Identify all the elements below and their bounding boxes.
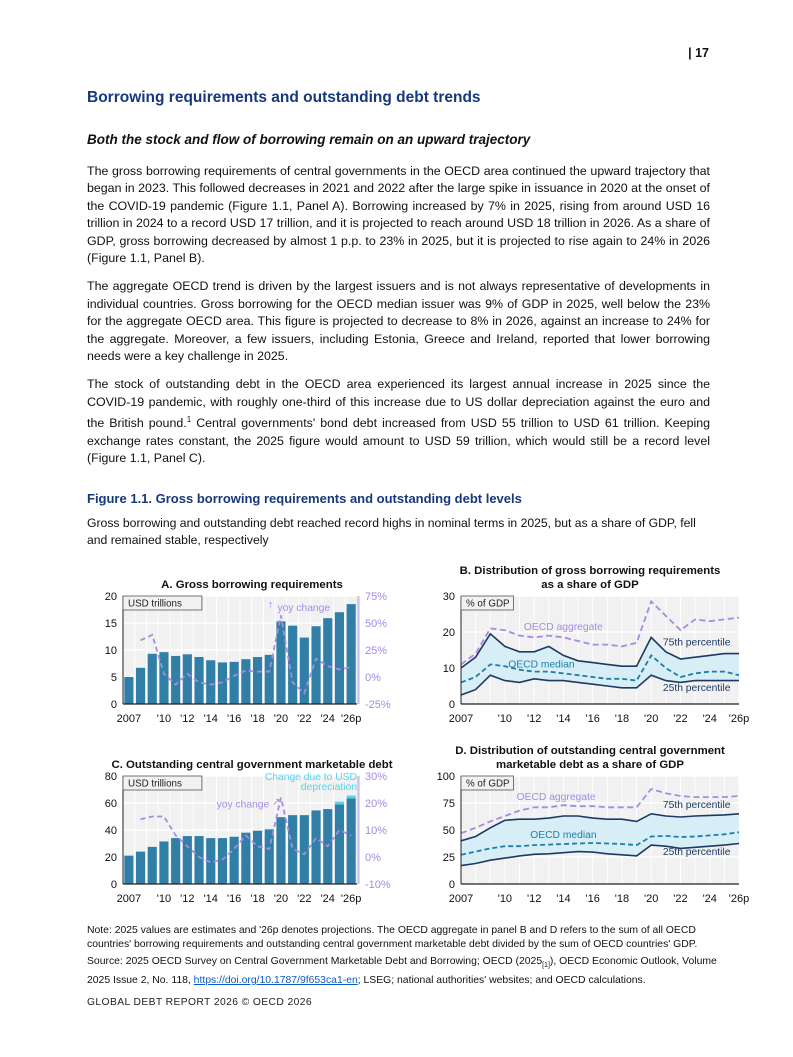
svg-text:'18: '18 — [250, 892, 265, 905]
svg-text:'12: '12 — [526, 712, 542, 725]
svg-text:'26p: '26p — [728, 892, 750, 905]
svg-text:0: 0 — [110, 878, 117, 891]
svg-text:USD trillions: USD trillions — [128, 598, 182, 610]
page-number: | 17 — [688, 46, 709, 60]
svg-text:OECD aggregate: OECD aggregate — [516, 791, 596, 803]
svg-text:30: 30 — [442, 591, 455, 603]
svg-text:'18: '18 — [614, 712, 630, 725]
svg-text:Change due to USD: Change due to USD — [264, 771, 357, 783]
svg-text:'26p: '26p — [728, 712, 750, 725]
figure-grid — [87, 562, 755, 912]
svg-text:'22: '22 — [297, 892, 312, 905]
svg-text:OECD median: OECD median — [530, 829, 597, 841]
section-subheading: Both the stock and flow of borrowing remain on an upward trajectory — [87, 132, 531, 147]
svg-text:75th percentile: 75th percentile — [662, 799, 731, 811]
svg-text:40: 40 — [104, 824, 117, 837]
svg-text:-25%: -25% — [365, 698, 391, 711]
paragraph-3-text-cont: Central governments' bond debt increased from USD 55 trillion to USD 61 trillion. Keeping exchange rates constant, the 2025 figure would amount to USD 59 trillion, which would still be a record level (Figure 1.1, Panel C). — [87, 416, 710, 466]
svg-text:'14: '14 — [556, 892, 571, 905]
panel-d-svg — [425, 772, 755, 912]
svg-text:'10: '10 — [497, 712, 513, 725]
panel-b-title: B. Distribution of gross borrowing requirements as a share of GDP — [459, 564, 721, 591]
svg-text:'20: '20 — [644, 712, 659, 725]
svg-text:'12: '12 — [180, 712, 195, 725]
panel-b-chart — [425, 592, 755, 732]
svg-text:'26p: '26p — [340, 712, 362, 725]
figure-source: Source: 2025 OECD Survey on Central Government Marketable Debt and Borrowing; OECD $(2025_{[1]})$, OECD Economic Outlook, Volume 2025 Issue 2, No. 118, https://doi.org/10.1787/9f653ca1-en; LSEG; national authorities' websites; and OECD calculations. — [87, 956, 717, 986]
svg-text:% of GDP: % of GDP — [466, 778, 510, 790]
panel-c-svg — [87, 772, 417, 912]
svg-text:2007: 2007 — [448, 712, 474, 725]
svg-text:'16: '16 — [226, 712, 242, 725]
paragraph-3-text: The stock of outstanding debt in the OECD area experienced its largest annual increase in 2025 since the COVID-19 pandemic, with roughly one-third of this increase due to US dollar depreciation against the euro and the British pound. — [87, 377, 710, 431]
svg-text:2007: 2007 — [116, 712, 142, 725]
svg-text:75: 75 — [442, 797, 455, 810]
svg-text:depreciation: depreciation — [300, 781, 357, 793]
panel-a-svg — [87, 592, 417, 732]
panel-d-title: D. Distribution of outstanding central government marketable debt as a share of GDP — [455, 744, 725, 771]
svg-text:100: 100 — [436, 771, 455, 783]
citation-subscript: [1] — [542, 962, 550, 970]
page-content — [87, 0, 750, 988]
svg-text:'20: '20 — [644, 892, 659, 905]
svg-text:'18: '18 — [250, 712, 265, 725]
paragraph-3 — [87, 376, 710, 467]
svg-text:25th percentile: 25th percentile — [662, 682, 731, 694]
panel-b-svg — [425, 592, 755, 732]
svg-text:'16: '16 — [585, 712, 600, 725]
svg-text:'16: '16 — [226, 892, 242, 905]
figure-panel-a — [87, 562, 417, 732]
panel-a-title: A. Gross borrowing requirements — [161, 578, 343, 591]
svg-text:'24: '24 — [320, 892, 335, 905]
svg-text:'12: '12 — [526, 892, 542, 905]
svg-text:'14: '14 — [203, 892, 218, 905]
svg-text:0: 0 — [448, 878, 455, 891]
svg-text:0%: 0% — [365, 851, 381, 864]
svg-text:'14: '14 — [556, 712, 571, 725]
svg-text:'20: '20 — [273, 712, 289, 725]
svg-text:30%: 30% — [365, 771, 388, 783]
svg-text:'22: '22 — [673, 712, 688, 725]
svg-text:'24: '24 — [702, 892, 717, 905]
svg-text:60: 60 — [104, 797, 117, 810]
svg-text:'10: '10 — [497, 892, 513, 905]
figure-panel-d — [425, 742, 755, 912]
svg-text:↗: ↗ — [272, 796, 281, 808]
page-footer: GLOBAL DEBT REPORT 2026 © OECD 2026 — [87, 997, 312, 1008]
svg-text:0: 0 — [448, 698, 455, 711]
svg-text:'12: '12 — [180, 892, 195, 905]
svg-text:'20: '20 — [273, 892, 289, 905]
svg-text:25th percentile: 25th percentile — [662, 846, 731, 858]
figure-panel-c — [87, 742, 417, 912]
svg-text:% of GDP: % of GDP — [466, 598, 510, 610]
svg-text:15: 15 — [104, 617, 117, 630]
svg-text:10%: 10% — [365, 824, 388, 837]
paragraph-2: The aggregate OECD trend is driven by the largest issuers and is not always representative of developments in individual countries. Gross borrowing for the OECD median issuer was 9% of GDP in 2025, well below the 23% for the aggregate OECD area. This figure is projected to decrease to 8% in 2026, against an increase to 24% for the aggregate. Moreover, a few issuers, including Estonia, Greece and Ireland, reported that lower borrowing needs were a key challenge in 2025. — [87, 279, 710, 364]
svg-text:5: 5 — [110, 671, 117, 684]
svg-text:10: 10 — [104, 644, 117, 657]
svg-text:50: 50 — [442, 824, 455, 837]
svg-text:20%: 20% — [365, 797, 388, 810]
svg-text:20: 20 — [104, 591, 117, 603]
panel-d-chart — [425, 772, 755, 912]
svg-text:'10: '10 — [156, 892, 172, 905]
footnote-marker: 1 — [186, 415, 192, 425]
panel-a-chart — [87, 592, 417, 732]
paragraph-1: The gross borrowing requirements of central governments in the OECD area continued the upward trajectory that began in 2023. This followed decreases in 2021 and 2022 after the large spike in issuance in 2020 at the onset of the COVID-19 pandemic (Figure 1.1, Panel A). Borrowing increased by 7% in 2025, rising from around USD 16 trillion in 2024 to a record USD 17 trillion, and it is projected to reach around USD 18 trillion in 2026. As a share of GDP, gross borrowing decreased by almost 1 p.p. to 23% in 2025, but it is projected to rise again to 24% in 2026 (Figure 1.1, Panel B). — [87, 164, 710, 266]
svg-text:0%: 0% — [365, 671, 381, 684]
svg-text:50%: 50% — [365, 617, 388, 630]
svg-text:10: 10 — [442, 662, 455, 675]
panel-c-chart — [87, 772, 417, 912]
svg-text:yoy change: yoy change — [277, 602, 331, 614]
svg-text:OECD median: OECD median — [508, 658, 575, 670]
svg-text:2007: 2007 — [116, 892, 142, 905]
svg-text:yoy change: yoy change — [216, 799, 270, 811]
svg-text:25%: 25% — [365, 644, 388, 657]
svg-text:'24: '24 — [320, 712, 335, 725]
svg-text:20: 20 — [104, 851, 117, 864]
svg-text:'24: '24 — [702, 712, 717, 725]
svg-text:20: 20 — [442, 626, 455, 639]
svg-text:OECD aggregate: OECD aggregate — [523, 621, 603, 633]
svg-text:'22: '22 — [673, 892, 688, 905]
panel-c-title: C. Outstanding central government marketable debt — [111, 758, 393, 771]
svg-text:25: 25 — [442, 851, 455, 864]
svg-text:75th percentile: 75th percentile — [662, 637, 731, 649]
svg-text:'16: '16 — [585, 892, 600, 905]
figure-title: Figure 1.1. Gross borrowing requirements and outstanding debt levels — [87, 490, 522, 506]
svg-text:↑: ↑ — [267, 598, 274, 611]
svg-text:'18: '18 — [614, 892, 630, 905]
svg-text:'22: '22 — [297, 712, 312, 725]
svg-text:-10%: -10% — [365, 878, 391, 891]
figure-note: Note: 2025 values are estimates and '26p denotes projections. The OECD aggregate in panel B and D refers to the sum of all OECD countries' borrowing requirements and outstanding central government marketable debt divided by the sum of OECD countries' GDP. — [87, 924, 698, 950]
svg-text:80: 80 — [104, 771, 117, 783]
svg-text:2007: 2007 — [448, 892, 474, 905]
svg-text:'26p: '26p — [340, 892, 362, 905]
figure-subtitle: Gross borrowing and outstanding debt reached record highs in nominal terms in 2025, but as a share of GDP, fell and remained stable, respectively — [87, 515, 696, 547]
doi-link[interactable]: https://doi.org/10.1787/9f653ca1-en — [193, 974, 358, 986]
svg-text:USD trillions: USD trillions — [128, 778, 182, 790]
svg-text:'10: '10 — [156, 712, 172, 725]
svg-text:75%: 75% — [365, 591, 388, 603]
svg-text:'14: '14 — [203, 712, 218, 725]
svg-text:0: 0 — [110, 698, 117, 711]
figure-panel-b — [425, 562, 755, 732]
section-heading: Borrowing requirements and outstanding debt trends — [87, 89, 481, 106]
